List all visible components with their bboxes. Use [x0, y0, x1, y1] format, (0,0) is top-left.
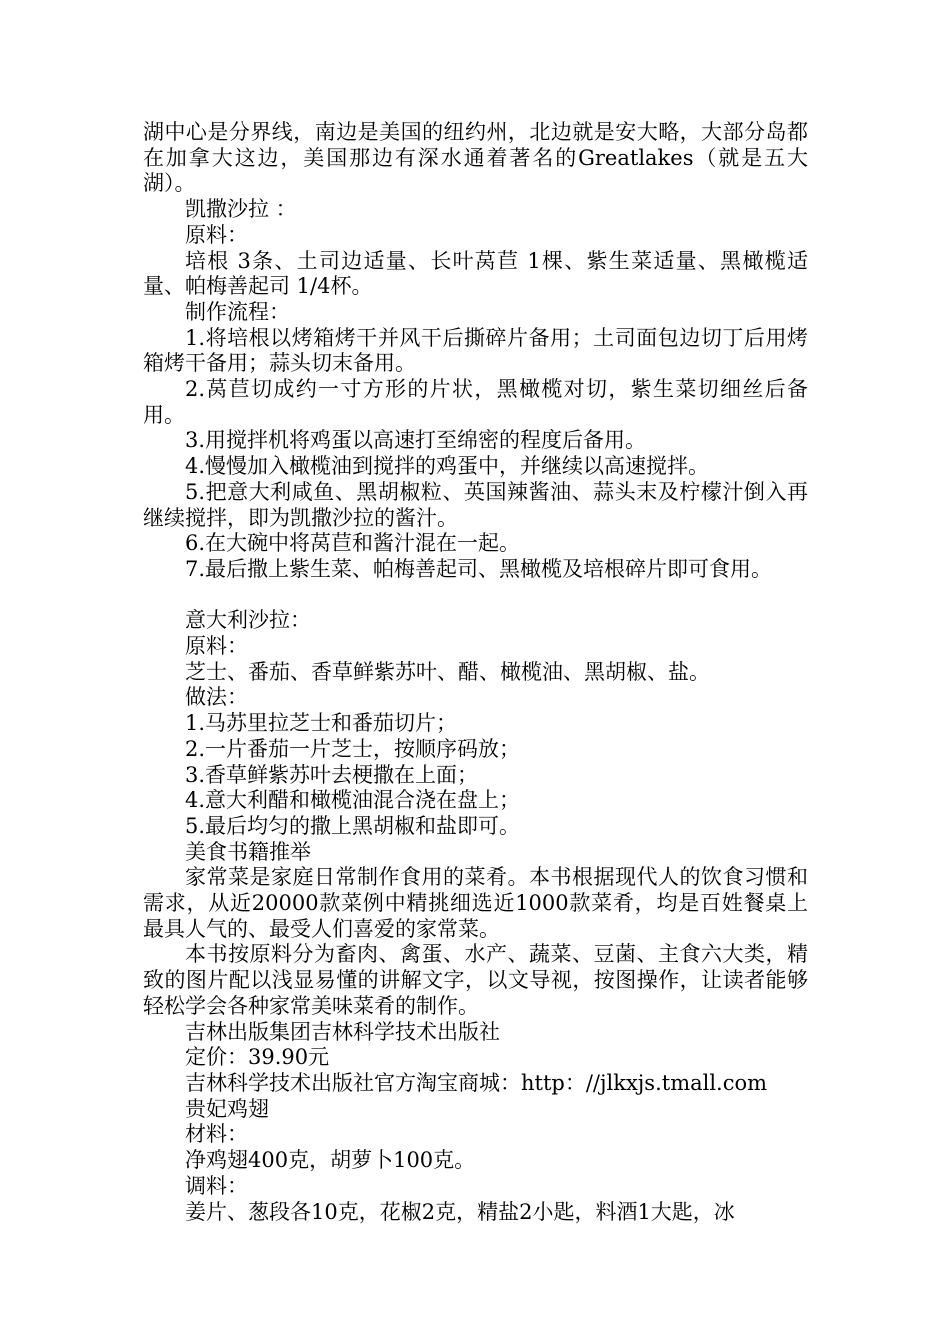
paragraph: 2.莴苣切成约一寸方形的片状，黑橄榄对切，紫生菜切细丝后备用。 [143, 377, 808, 427]
paragraph: 湖中心是分界线，南边是美国的纽约州，北边就是安大略，大部分岛都在加拿大这边，美国那边有深水通着著名的Greatlakes（就是五大湖）。 [143, 120, 808, 196]
paragraph: 7.最后撒上紫生菜、帕梅善起司、黑橄榄及培根碎片即可食用。 [185, 556, 773, 581]
paragraph: 培根 3条、土司边适量、长叶莴苣 1棵、紫生菜适量、黑橄榄适量、帕梅善起司 1/4杯。 [143, 248, 808, 299]
paragraph: 姜片、葱段各10克，花椒2克，精盐2小匙，料酒1大匙，冰 [185, 1199, 735, 1224]
paragraph: 6.在大碗中将莴苣和酱汁混在一起。 [185, 531, 521, 556]
paragraph: 本书按原料分为畜肉、禽蛋、水产、蔬菜、豆菌、主食六大类，精致的图片配以浅显易懂的讲解文字，以文导视，按图操作，让读者能够轻松学会各种家常美味菜肴的制作。 [143, 942, 808, 1018]
paragraph: 做法： [185, 685, 248, 710]
paragraph: 凯撒沙拉 ： [185, 197, 297, 222]
paragraph: 4.慢慢加入橄榄油到搅拌的鸡蛋中，并继续以高速搅拌。 [185, 454, 710, 479]
paragraph: 1.将培根以烤箱烤干并风干后撕碎片备用；土司面包边切丁后用烤箱烤干备用；蒜头切末备用。 [143, 325, 808, 376]
paragraph: 吉林出版集团吉林科学技术出版社 [185, 1019, 500, 1044]
paragraph: 定价：39.90元 [185, 1045, 330, 1070]
paragraph: 4.意大利醋和橄榄油混合浇在盘上； [185, 788, 521, 813]
paragraph: 3.香草鲜紫苏叶去梗撒在上面； [185, 762, 479, 787]
paragraph: 原料： [185, 222, 248, 247]
paragraph: 调料： [185, 1173, 248, 1198]
paragraph: 制作流程： [185, 299, 290, 324]
document-body [143, 120, 808, 1225]
paragraph: 材料： [185, 1122, 248, 1147]
paragraph: 5.把意大利咸鱼、黑胡椒粒、英国辣酱油、蒜头末及柠檬汁倒入再继续搅拌，即为凯撒沙拉的酱汁。 [143, 479, 808, 530]
paragraph: 5.最后均匀的撒上黑胡椒和盐即可。 [185, 813, 521, 838]
paragraph: 美食书籍推举 [185, 839, 311, 864]
paragraph: 吉林科学技术出版社官方淘宝商城：http：//jlkxjs.tmall.com [185, 1071, 768, 1095]
paragraph: 贵妃鸡翅 [185, 1096, 269, 1121]
paragraph: 净鸡翅400克，胡萝卜100克。 [185, 1148, 476, 1173]
paragraph: 2.一片番茄一片芝士，按顺序码放； [185, 736, 521, 761]
paragraph: 1.马苏里拉芝士和番茄切片； [185, 711, 458, 736]
paragraph: 3.用搅拌机将鸡蛋以高速打至绵密的程度后备用。 [185, 428, 647, 453]
paragraph: 家常菜是家庭日常制作食用的菜肴。本书根据现代人的饮食习惯和需求，从近20000款菜例中精挑细选近1000款菜肴，均是百姓餐桌上最具人气的、最受人们喜爱的家常菜。 [143, 865, 808, 941]
paragraph: 芝士、番茄、香草鲜紫苏叶、醋、橄榄油、黑胡椒、盐。 [185, 659, 710, 684]
paragraph: 原料： [185, 634, 248, 659]
paragraph: 意大利沙拉： [185, 608, 311, 633]
